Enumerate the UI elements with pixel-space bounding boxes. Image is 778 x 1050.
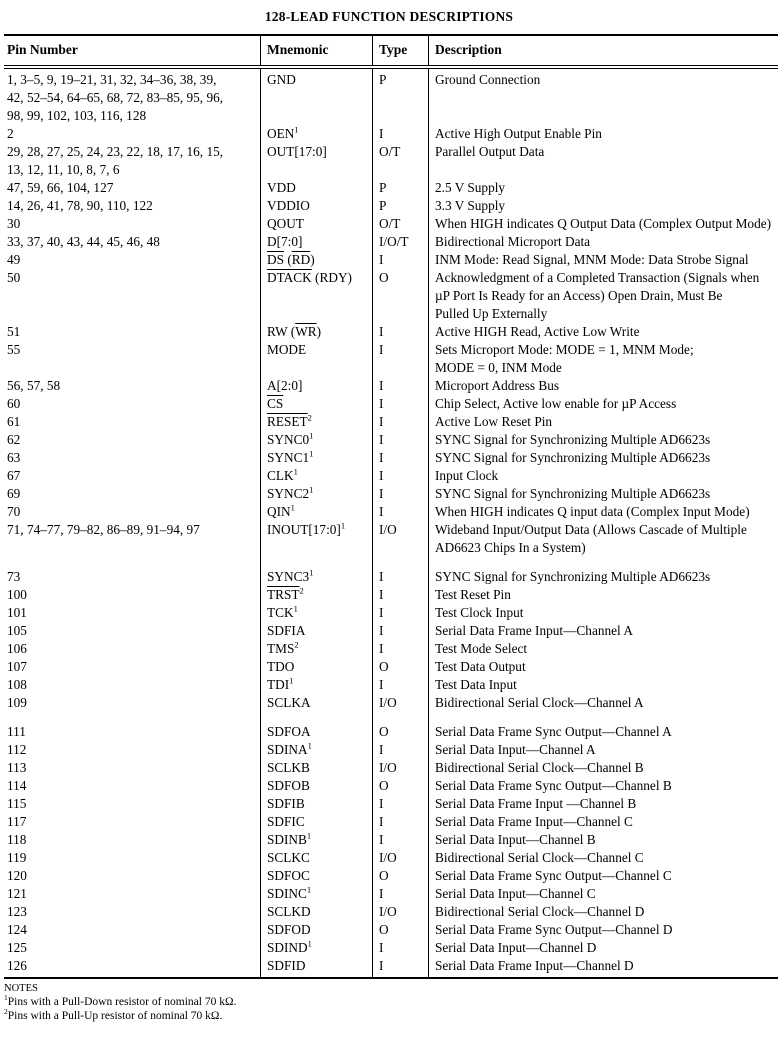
header-row xyxy=(4,35,778,67)
mnemonic-cell: TRST$^2$ xyxy=(261,586,373,604)
table-row xyxy=(4,179,778,197)
pin-number-cell: 71, 74–77, 79–82, 86–89, 91–94, 97 xyxy=(4,521,261,557)
mnemonic-cell: GND xyxy=(261,67,373,125)
type-cell: I xyxy=(373,413,429,431)
description-cell: Active High Output Enable Pin xyxy=(435,126,602,141)
table-row xyxy=(4,215,778,233)
pin-number-cell: 115 xyxy=(4,795,261,813)
pin-number-cell: 119 xyxy=(4,849,261,867)
pin-number-cell: 30 xyxy=(4,215,261,233)
description-cell: Serial Data Frame Input—Channel A xyxy=(435,623,633,638)
description-cell: SYNC Signal for Synchronizing Multiple AD6623s xyxy=(435,486,711,501)
mnemonic-cell: QIN$^1$ xyxy=(261,503,373,521)
note-1-text: Pins with a Pull-Down resistor of nominal 70 kΩ. xyxy=(7,996,237,1008)
description-cell: Parallel Output Data xyxy=(435,144,545,159)
note-1-marker: 1 xyxy=(4,993,8,1003)
description-cell: Test Data Output xyxy=(435,659,526,674)
description-cell: Serial Data Frame Sync Output—Channel B xyxy=(435,778,672,793)
description-cell: SYNC Signal for Synchronizing Multiple AD6623s xyxy=(435,569,711,584)
type-cell: O xyxy=(373,658,429,676)
pin-number-cell: 55 xyxy=(4,341,261,377)
header-type: Type xyxy=(373,35,429,67)
type-cell: I xyxy=(373,622,429,640)
description-cell: Serial Data Input—Channel D xyxy=(435,940,597,955)
pin-number-cell: 107 xyxy=(4,658,261,676)
description-cell: Bidirectional Serial Clock—Channel C xyxy=(435,850,644,865)
pin-number-cell: 51 xyxy=(4,323,261,341)
description-cell: Test Reset Pin xyxy=(435,587,511,602)
type-cell: I xyxy=(373,485,429,503)
pin-number-cell: 121 xyxy=(4,885,261,903)
description-cell: Test Clock Input xyxy=(435,605,524,620)
mnemonic-cell: SCLKB xyxy=(261,759,373,777)
type-cell: I xyxy=(373,557,429,586)
table-row xyxy=(4,143,778,179)
pin-number-cell: 101 xyxy=(4,604,261,622)
pin-number-cell: 29, 28, 27, 25, 24, 23, 22, 18, 17, 16, 15, 13, 12, 11, 10, 8, 7, 6 xyxy=(4,143,261,179)
table-row xyxy=(4,939,778,957)
table-row xyxy=(4,377,778,395)
table-row xyxy=(4,557,778,586)
mnemonic-cell: TMS$^2$ xyxy=(261,640,373,658)
table-header xyxy=(4,35,778,67)
type-cell: O xyxy=(373,921,429,939)
note-2-text: Pins with a Pull-Up resistor of nominal 70 kΩ. xyxy=(7,1010,223,1022)
table-row xyxy=(4,694,778,712)
pin-number-cell: 113 xyxy=(4,759,261,777)
mnemonic-cell: SDINC$^1$ xyxy=(261,885,373,903)
type-cell: I xyxy=(373,676,429,694)
type-cell: I xyxy=(373,395,429,413)
mnemonic-cell: SDFIC xyxy=(261,813,373,831)
function-descriptions-table xyxy=(4,34,778,979)
description-cell: Serial Data Frame Input —Channel B xyxy=(435,796,637,811)
mnemonic-cell: CLK$^1$ xyxy=(261,467,373,485)
pin-number-cell: 73 xyxy=(4,557,261,586)
type-cell: I/O xyxy=(373,521,429,557)
pin-number-cell: 112 xyxy=(4,741,261,759)
type-cell: I xyxy=(373,341,429,377)
description-cell: Ground Connection xyxy=(435,72,541,87)
pin-number-cell: 67 xyxy=(4,467,261,485)
table-row xyxy=(4,323,778,341)
type-cell: I xyxy=(373,323,429,341)
type-cell: I xyxy=(373,586,429,604)
pin-number-cell: 14, 26, 41, 78, 90, 110, 122 xyxy=(4,197,261,215)
table-row xyxy=(4,449,778,467)
description-cell: 3.3 V Supply xyxy=(435,198,506,213)
pin-number-cell: 2 xyxy=(4,125,261,143)
mnemonic-cell: SCLKC xyxy=(261,849,373,867)
description-cell: 2.5 V Supply xyxy=(435,180,506,195)
mnemonic-cell: TDO xyxy=(261,658,373,676)
table-row xyxy=(4,485,778,503)
mnemonic-cell: $SYNC1^1$ xyxy=(261,449,373,467)
mnemonic-cell: $SYNC3^1$ xyxy=(261,557,373,586)
description-cell: Serial Data Input—Channel B xyxy=(435,832,596,847)
type-cell: O xyxy=(373,777,429,795)
table-row xyxy=(4,867,778,885)
table-row xyxy=(4,521,778,557)
type-cell: I xyxy=(373,741,429,759)
type-cell: I/O xyxy=(373,694,429,712)
pin-number-cell: 63 xyxy=(4,449,261,467)
table-row xyxy=(4,640,778,658)
table-row xyxy=(4,413,778,431)
description-cell: Active Low Reset Pin xyxy=(435,414,553,429)
type-cell: O xyxy=(373,712,429,741)
pin-number-cell: 106 xyxy=(4,640,261,658)
mnemonic-cell: MODE xyxy=(261,341,373,377)
header-mnemonic: Mnemonic xyxy=(261,35,373,67)
notes-label: NOTES xyxy=(4,983,38,994)
type-cell: I xyxy=(373,939,429,957)
pin-number-cell: 70 xyxy=(4,503,261,521)
mnemonic-cell: SDINA$^1$ xyxy=(261,741,373,759)
table-row xyxy=(4,395,778,413)
mnemonic-cell: SDFIB xyxy=(261,795,373,813)
type-cell: I xyxy=(373,795,429,813)
description-cell: Test Mode Select xyxy=(435,641,528,656)
pin-number-cell: 105 xyxy=(4,622,261,640)
mnemonic-cell: RW $(\overline{WR})$ xyxy=(261,323,373,341)
description-cell: Bidirectional Microport Data xyxy=(435,234,591,249)
pin-number-cell: 123 xyxy=(4,903,261,921)
pin-number-cell: 118 xyxy=(4,831,261,849)
description-cell: Serial Data Input—Channel C xyxy=(435,886,596,901)
mnemonic-cell: INOUT[17:0]$^1$ xyxy=(261,521,373,557)
description-cell: Wideband Input/Output Data (Allows Cascade of Multiple AD6623 Chips In a System) xyxy=(435,522,747,555)
type-cell: I xyxy=(373,251,429,269)
description-cell: Bidirectional Serial Clock—Channel B xyxy=(435,760,644,775)
type-cell: O xyxy=(373,269,429,323)
mnemonic-cell: VDD xyxy=(261,179,373,197)
pin-number-cell: 114 xyxy=(4,777,261,795)
table-row xyxy=(4,741,778,759)
mnemonic-cell: QOUT xyxy=(261,215,373,233)
page-title: 128-LEAD FUNCTION DESCRIPTIONS xyxy=(264,9,514,24)
description-cell: Input Clock xyxy=(435,468,499,483)
pin-number-cell: 125 xyxy=(4,939,261,957)
type-cell: P xyxy=(373,67,429,125)
table-row xyxy=(4,813,778,831)
description-cell: Acknowledgment of a Completed Transaction (Signals when µP Port Is Ready for an Access) Open Drain, Must Be Pulled Up Externally xyxy=(435,270,760,321)
description-cell: Serial Data Input—Channel A xyxy=(435,742,596,757)
type-cell: I xyxy=(373,604,429,622)
pin-number-cell: 108 xyxy=(4,676,261,694)
mnemonic-cell: SDIND$^1$ xyxy=(261,939,373,957)
table-row xyxy=(4,233,778,251)
type-cell: O/T xyxy=(373,143,429,179)
description-cell: Chip Select, Active low enable for µP Access xyxy=(435,396,677,411)
pin-number-cell: 109 xyxy=(4,694,261,712)
table-row xyxy=(4,885,778,903)
type-cell: I xyxy=(373,467,429,485)
table-row xyxy=(4,759,778,777)
type-cell: I xyxy=(373,831,429,849)
mnemonic-cell: SDFOC xyxy=(261,867,373,885)
mnemonic-cell: $SYNC2^1$ xyxy=(261,485,373,503)
description-cell: Test Data Input xyxy=(435,677,517,692)
pin-number-cell: 100 xyxy=(4,586,261,604)
type-cell: I/O/T xyxy=(373,233,429,251)
table-row xyxy=(4,849,778,867)
table-row xyxy=(4,67,778,125)
note-2-marker: 2 xyxy=(4,1007,8,1017)
table-row xyxy=(4,125,778,143)
type-cell: I xyxy=(373,449,429,467)
pin-number-cell: 60 xyxy=(4,395,261,413)
pin-number-cell: 1, 3–5, 9, 19–21, 31, 32, 34–36, 38, 39, 42, 52–54, 64–65, 68, 72, 83–85, 95, 96, 98, 99, 102, 103, 116, 128 xyxy=(4,67,261,125)
type-cell: P xyxy=(373,197,429,215)
pin-number-cell: 124 xyxy=(4,921,261,939)
mnemonic-cell: SDFIA xyxy=(261,622,373,640)
mnemonic-cell: RESET$^2$ xyxy=(261,413,373,431)
type-cell: I/O xyxy=(373,759,429,777)
table-row xyxy=(4,622,778,640)
table-row xyxy=(4,197,778,215)
type-cell: I xyxy=(373,431,429,449)
mnemonic-cell: TCK$^1$ xyxy=(261,604,373,622)
table-row xyxy=(4,341,778,377)
table-row xyxy=(4,831,778,849)
mnemonic-cell: VDDIO xyxy=(261,197,373,215)
description-cell: Serial Data Frame Input—Channel D xyxy=(435,958,634,973)
note-1 xyxy=(4,995,774,1009)
type-cell: I/O xyxy=(373,849,429,867)
type-cell: I xyxy=(373,885,429,903)
note-2 xyxy=(4,1009,774,1023)
description-cell: Bidirectional Serial Clock—Channel D xyxy=(435,904,645,919)
description-cell: Sets Microport Mode: MODE = 1, MNM Mode; MODE = 0, INM Mode xyxy=(435,342,694,375)
table-row xyxy=(4,503,778,521)
pin-number-cell: 49 xyxy=(4,251,261,269)
type-cell: I xyxy=(373,125,429,143)
description-cell: When HIGH indicates Q input data (Complex Input Mode) xyxy=(435,504,750,519)
pin-number-cell: 56, 57, 58 xyxy=(4,377,261,395)
table-row xyxy=(4,676,778,694)
table-row xyxy=(4,921,778,939)
pin-number-cell: 47, 59, 66, 104, 127 xyxy=(4,179,261,197)
type-cell: I xyxy=(373,957,429,978)
mnemonic-cell: TDI$^1$ xyxy=(261,676,373,694)
table-row xyxy=(4,269,778,323)
table-row xyxy=(4,712,778,741)
table-row xyxy=(4,777,778,795)
type-cell: I/O xyxy=(373,903,429,921)
mnemonic-cell: SDFID xyxy=(261,957,373,978)
pin-number-cell: 126 xyxy=(4,957,261,978)
table-row xyxy=(4,586,778,604)
table-row xyxy=(4,251,778,269)
pin-number-cell: 50 xyxy=(4,269,261,323)
description-cell: SYNC Signal for Synchronizing Multiple AD6623s xyxy=(435,432,711,447)
description-cell: When HIGH indicates Q Output Data (Complex Output Mode) xyxy=(435,216,772,231)
description-cell: Serial Data Frame Sync Output—Channel D xyxy=(435,922,673,937)
table-row xyxy=(4,795,778,813)
pin-number-cell: 111 xyxy=(4,712,261,741)
type-cell: I xyxy=(373,813,429,831)
mnemonic-cell: $SYNC0^1$ xyxy=(261,431,373,449)
type-cell: P xyxy=(373,179,429,197)
pin-number-cell: 117 xyxy=(4,813,261,831)
description-cell: Microport Address Bus xyxy=(435,378,560,393)
mnemonic-cell: $\overline{CS}$ xyxy=(261,395,373,413)
mnemonic-cell: $\overline{DS}$ $(\overline{RD})$ xyxy=(261,251,373,269)
table-body xyxy=(4,67,778,978)
header-description: Description xyxy=(429,35,778,67)
table-row xyxy=(4,903,778,921)
mnemonic-cell: SCLKD xyxy=(261,903,373,921)
header-pin-number: Pin Number xyxy=(4,35,261,67)
type-cell: I xyxy=(373,377,429,395)
pin-number-cell: 61 xyxy=(4,413,261,431)
mnemonic-cell: A[2:0] xyxy=(261,377,373,395)
mnemonic-cell: DTACK (RDY) xyxy=(261,269,373,323)
pin-number-cell: 69 xyxy=(4,485,261,503)
table-row xyxy=(4,658,778,676)
description-cell: Active HIGH Read, Active Low Write xyxy=(435,324,640,339)
type-cell: I xyxy=(373,640,429,658)
description-cell: Serial Data Frame Sync Output—Channel A xyxy=(435,724,672,739)
mnemonic-cell: SDFOA xyxy=(261,712,373,741)
mnemonic-cell: SDFOD xyxy=(261,921,373,939)
description-cell: Serial Data Frame Input—Channel C xyxy=(435,814,633,829)
mnemonic-cell: OEN$^1$ xyxy=(261,125,373,143)
type-cell: O/T xyxy=(373,215,429,233)
pin-number-cell: 120 xyxy=(4,867,261,885)
pin-number-cell: 33, 37, 40, 43, 44, 45, 46, 48 xyxy=(4,233,261,251)
mnemonic-cell: SCLKA xyxy=(261,694,373,712)
table-row xyxy=(4,957,778,978)
table-row xyxy=(4,467,778,485)
description-cell: SYNC Signal for Synchronizing Multiple AD6623s xyxy=(435,450,711,465)
pin-number-cell: 62 xyxy=(4,431,261,449)
mnemonic-cell: OUT[17:0] xyxy=(261,143,373,179)
table-row xyxy=(4,604,778,622)
notes-section xyxy=(4,982,774,1023)
description-cell: Serial Data Frame Sync Output—Channel C xyxy=(435,868,672,883)
type-cell: O xyxy=(373,867,429,885)
description-cell: INM Mode: Read Signal, MNM Mode: Data Strobe Signal xyxy=(435,252,749,267)
type-cell: I xyxy=(373,503,429,521)
mnemonic-cell: SDINB$^1$ xyxy=(261,831,373,849)
description-cell: Bidirectional Serial Clock—Channel A xyxy=(435,695,644,710)
mnemonic-cell: D[7:0] xyxy=(261,233,373,251)
mnemonic-cell: SDFOB xyxy=(261,777,373,795)
table-row xyxy=(4,431,778,449)
